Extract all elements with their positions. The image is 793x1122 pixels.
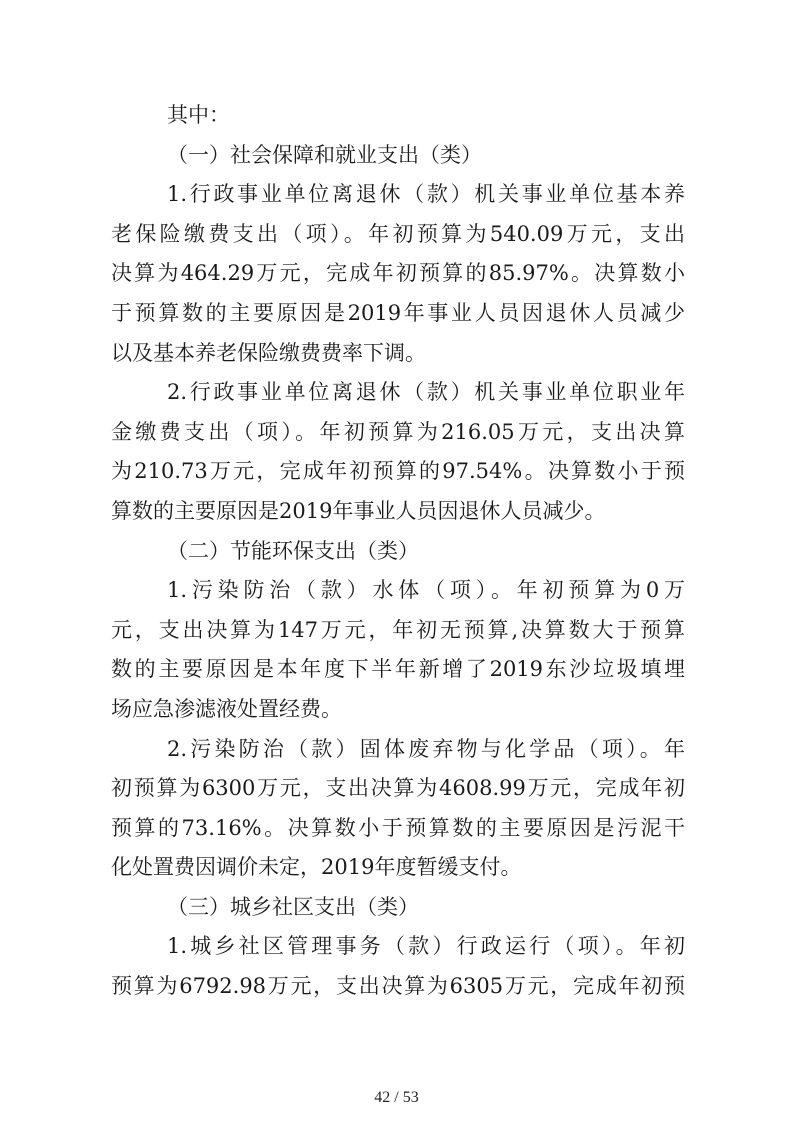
text-line: 老保险缴费支出（项）。年初预算为540.09万元，支出 bbox=[111, 221, 685, 246]
section-heading-energy-environment: （二）节能环保支出（类） bbox=[167, 538, 419, 563]
text-line: 初预算为6300万元，支出决算为4608.99万元，完成年初 bbox=[111, 776, 685, 801]
text-line: 数的主要原因是本年度下半年新增了2019东沙垃圾填埋 bbox=[111, 657, 685, 682]
text-line: 预算为6792.98万元，支出决算为6305万元，完成年初预 bbox=[111, 974, 685, 999]
section-heading-social-security: （一）社会保障和就业支出（类） bbox=[167, 142, 482, 167]
intro-line: 其中： bbox=[167, 103, 230, 127]
section-heading-urban-rural: （三）城乡社区支出（类） bbox=[167, 894, 419, 919]
text-line: 预算的73.16%。决算数小于预算数的主要原因是污泥干 bbox=[111, 815, 685, 840]
text-line: 为210.73万元，完成年初预算的97.54%。决算数小于预 bbox=[111, 459, 685, 484]
text-line: 算数的主要原因是2019年事业人员因退休人员减少。 bbox=[111, 498, 606, 523]
body-text bbox=[111, 96, 685, 1007]
page-number: 42 / 53 bbox=[374, 1089, 419, 1106]
text-line: 决算为464.29万元，完成年初预算的85.97%。决算数小 bbox=[111, 261, 685, 286]
text-line: 2.行政事业单位离退休（款）机关事业单位职业年 bbox=[167, 380, 685, 405]
text-line: 元，支出决算为147万元，年初无预算,决算数大于预算 bbox=[111, 617, 685, 642]
text-line: 1.行政事业单位离退休（款）机关事业单位基本养 bbox=[167, 182, 685, 207]
text-line: 2.污染防治（款）固体废弃物与化学品（项）。年 bbox=[167, 736, 685, 761]
text-line: 化处置费因调价未定，2019年度暂缓支付。 bbox=[111, 855, 522, 880]
text-line: 金缴费支出（项）。年初预算为216.05万元，支出决算 bbox=[111, 419, 685, 444]
text-line: 于预算数的主要原因是2019年事业人员因退休人员减少 bbox=[111, 300, 685, 325]
text-line: 1.城乡社区管理事务（款）行政运行（项）。年初 bbox=[167, 934, 685, 959]
text-line: 以及基本养老保险缴费费率下调。 bbox=[111, 340, 426, 365]
text-line: 1.污染防治（款）水体（项）。年初预算为0万 bbox=[167, 578, 685, 603]
text-line: 场应急渗滤液处置经费。 bbox=[111, 696, 342, 721]
